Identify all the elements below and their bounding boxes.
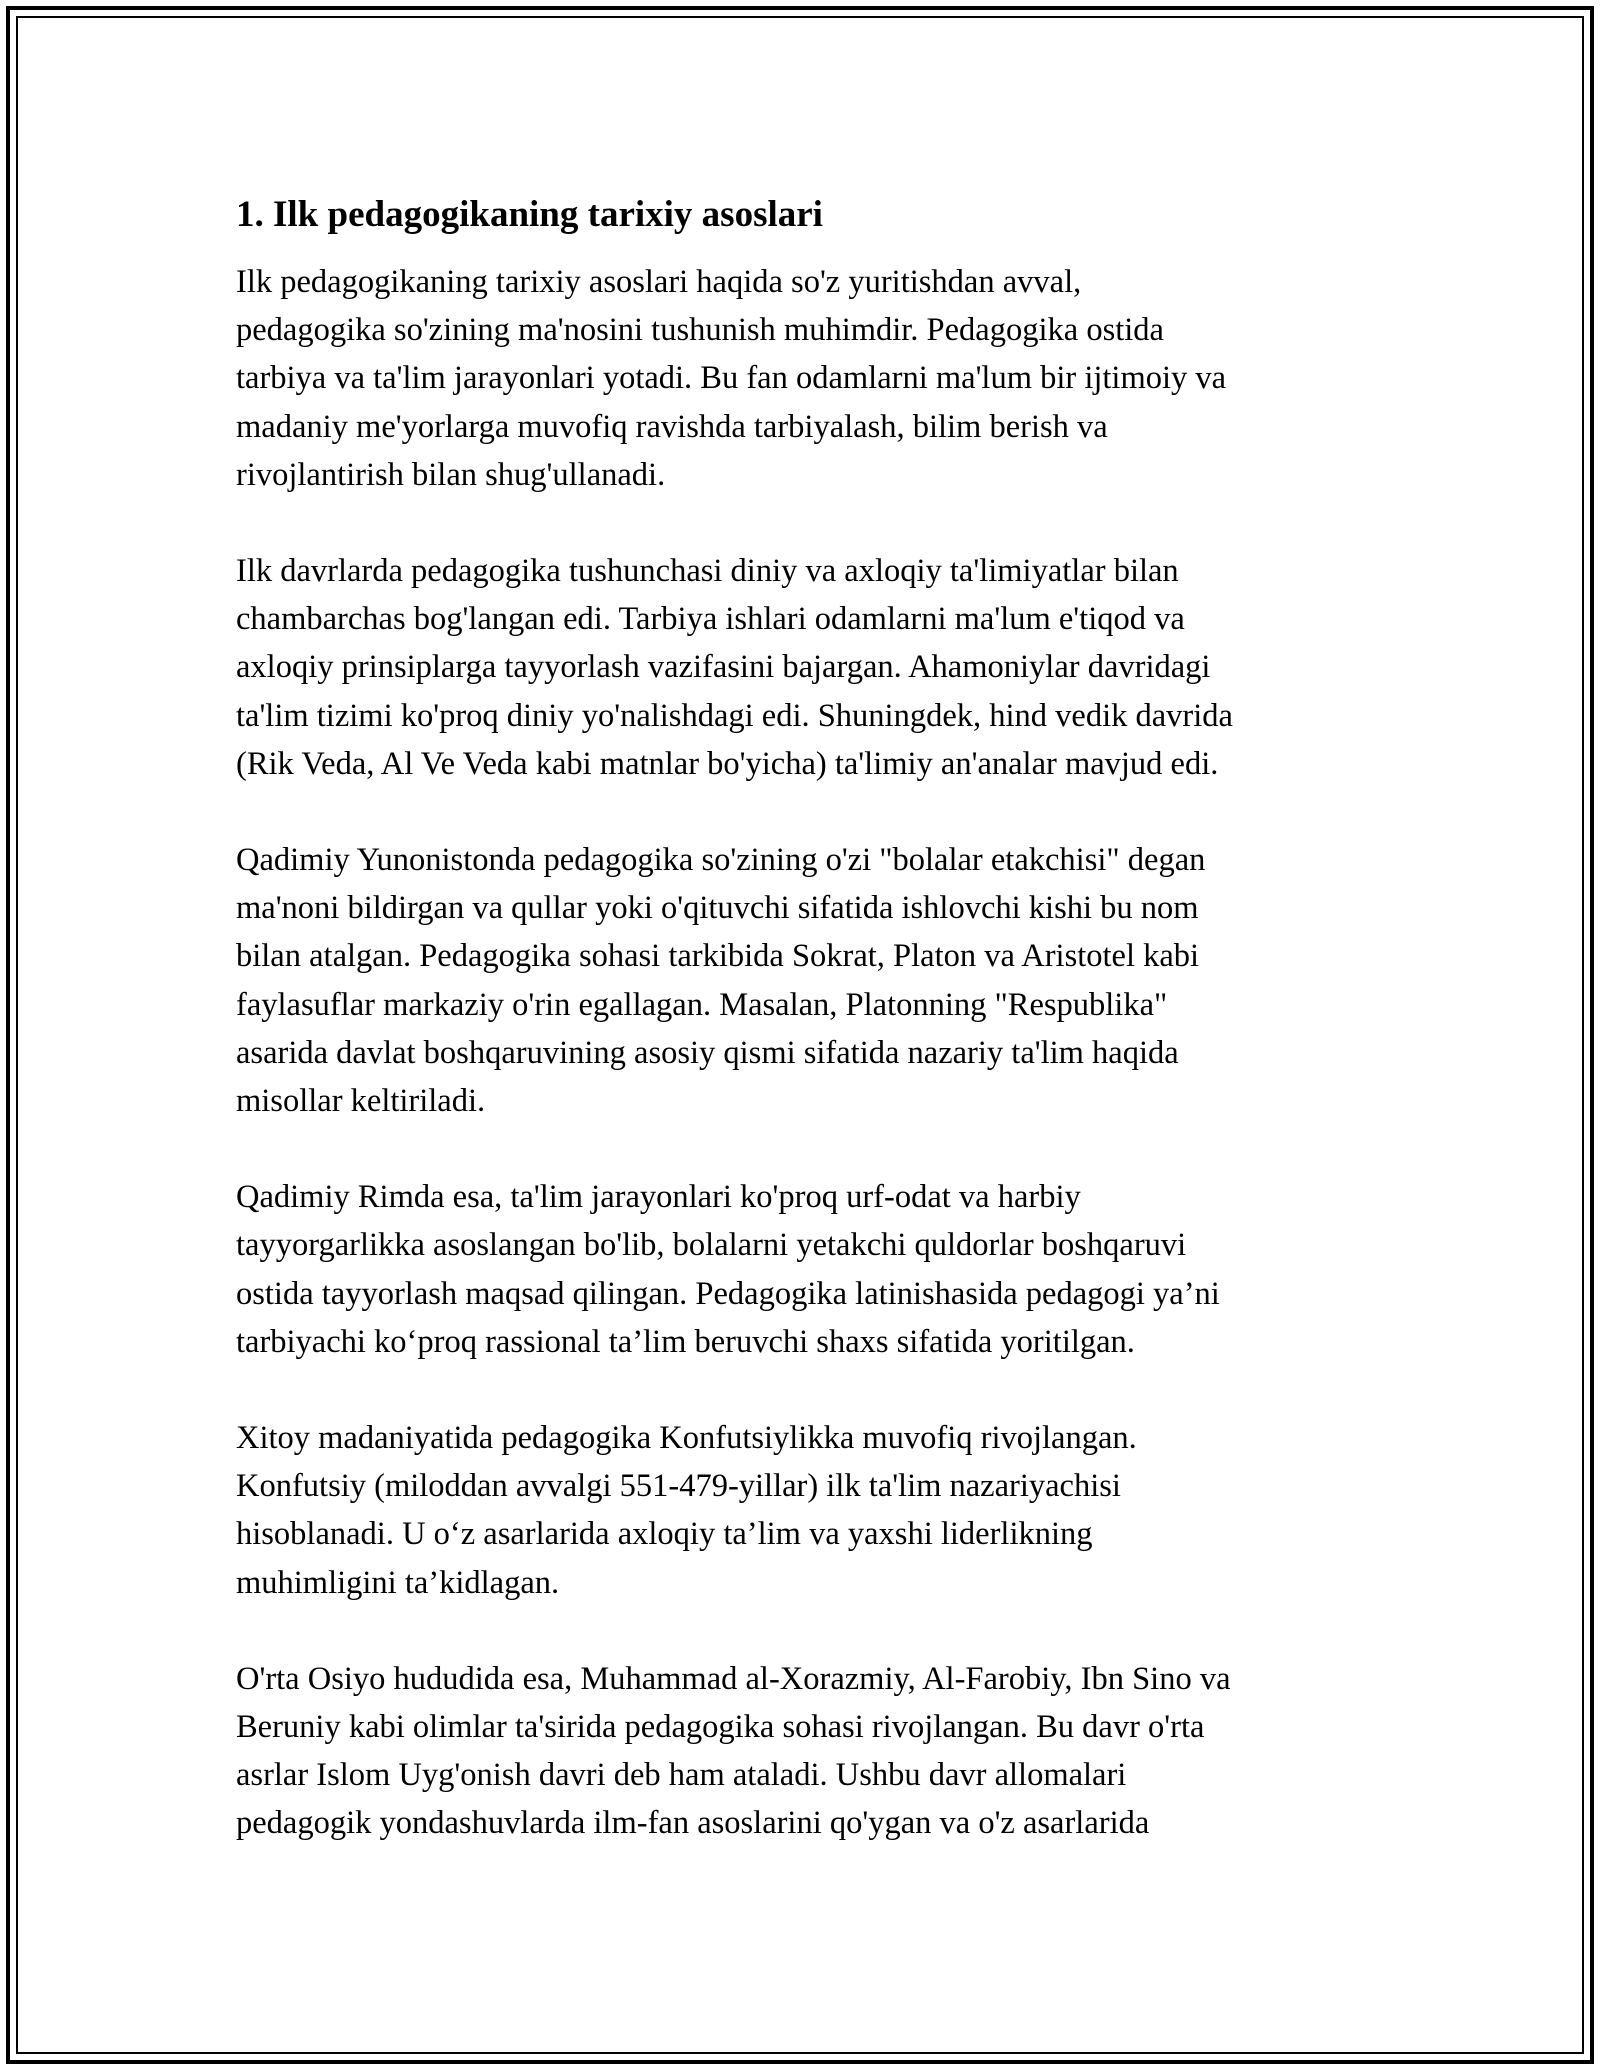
paragraph — [236, 258, 1376, 499]
paragraph-line: asarida davlat boshqaruvining asosiy qismi sifatida nazariy ta'lim haqida — [236, 1034, 1179, 1071]
paragraph-line: madaniy me'yorlarga muvofiq ravishda tarbiyalash, bilim berish va — [236, 408, 1108, 445]
paragraph-line: pedagogika so'zining ma'nosini tushunish muhimdir. Pedagogika ostida — [236, 312, 1164, 349]
paragraph-line: bilan atalgan. Pedagogika sohasi tarkibida Sokrat, Platon va Aristotel kabi — [236, 938, 1200, 975]
paragraph-line: Ilk davrlarda pedagogika tushunchasi diniy va axloqiy ta'limiyatlar bilan — [236, 553, 1179, 590]
paragraph-line: axloqiy prinsiplarga tayyorlash vazifasini bajargan. Ahamoniylar davridagi — [236, 649, 1211, 686]
paragraph-line: ta'lim tizimi ko'proq diniy yo'nalishdagi edi. Shuningdek, hind vedik davrida — [236, 697, 1233, 734]
paragraph — [236, 836, 1376, 1125]
paragraph-line: muhimligini ta’kidlagan. — [236, 1564, 560, 1601]
paragraph-line: O'rta Osiyo hududida esa, Muhammad al-Xorazmiy, Al-Farobiy, Ibn Sino va — [236, 1660, 1231, 1697]
paragraph-line: Qadimiy Yunonistonda pedagogika so'zining o'zi "bolalar etakchisi" degan — [236, 842, 1206, 879]
paragraph-line: Konfutsiy (miloddan avvalgi 551-479-yillar) ilk ta'lim nazariyachisi — [236, 1468, 1121, 1505]
paragraph-line: pedagogik yondashuvlarda ilm-fan asoslarini qo'ygan va o'z asarlarida — [236, 1805, 1150, 1842]
paragraph-line: ma'noni bildirgan va qullar yoki o'qituvchi sifatida ishlovchi kishi bu nom — [236, 890, 1199, 927]
paragraph-line: Qadimiy Rimda esa, ta'lim jarayonlari ko'proq urf-odat va harbiy — [236, 1179, 1081, 1216]
paragraph-line: ostida tayyorlash maqsad qilingan. Pedagogika latinishasida pedagogi ya’ni — [236, 1275, 1220, 1312]
paragraph-line: Beruniy kabi olimlar ta'sirida pedagogika sohasi rivojlangan. Bu davr o'rta — [236, 1709, 1205, 1746]
document-content — [236, 190, 1376, 1896]
paragraph-line: chambarchas bog'langan edi. Tarbiya ishlari odamlarni ma'lum e'tiqod va — [236, 601, 1185, 638]
paragraph — [236, 547, 1376, 788]
paragraph-line: faylasuflar markaziy o'rin egallagan. Masalan, Platonning "Respublika" — [236, 986, 1168, 1023]
paragraph-line: hisoblanadi. U o‘z asarlarida axloqiy ta’lim va yaxshi liderlikning — [236, 1516, 1093, 1553]
paragraph-line: Xitoy madaniyatida pedagogika Konfutsiylikka muvofiq rivojlangan. — [236, 1420, 1137, 1457]
paragraph-line: tarbiyachi ko‘proq rassional ta’lim beruvchi shaxs sifatida yoritilgan. — [236, 1323, 1135, 1360]
section-heading: 1. Ilk pedagogikaning tarixiy asoslari — [236, 194, 823, 235]
paragraph — [236, 1414, 1376, 1607]
document-body — [236, 258, 1376, 1848]
paragraph-line: Ilk pedagogikaning tarixiy asoslari haqida so'z yuritishdan avval, — [236, 264, 1082, 300]
paragraph-line: rivojlantirish bilan shug'ullanadi. — [236, 456, 666, 493]
paragraph-line: (Rik Veda, Al Ve Veda kabi matnlar bo'yicha) ta'limiy an'analar mavjud edi. — [236, 745, 1219, 782]
paragraph — [236, 1655, 1376, 1848]
paragraph-line: tayyorgarlikka asoslangan bo'lib, bolalarni yetakchi quldorlar boshqaruvi — [236, 1227, 1187, 1264]
paragraph-line: asrlar Islom Uyg'onish davri deb ham ataladi. Ushbu davr allomalari — [236, 1757, 1127, 1794]
paragraph — [236, 1173, 1376, 1366]
paragraph-line: misollar keltiriladi. — [236, 1083, 486, 1120]
paragraph-line: tarbiya va ta'lim jarayonlari yotadi. Bu fan odamlarni ma'lum bir ijtimoiy va — [236, 360, 1227, 397]
